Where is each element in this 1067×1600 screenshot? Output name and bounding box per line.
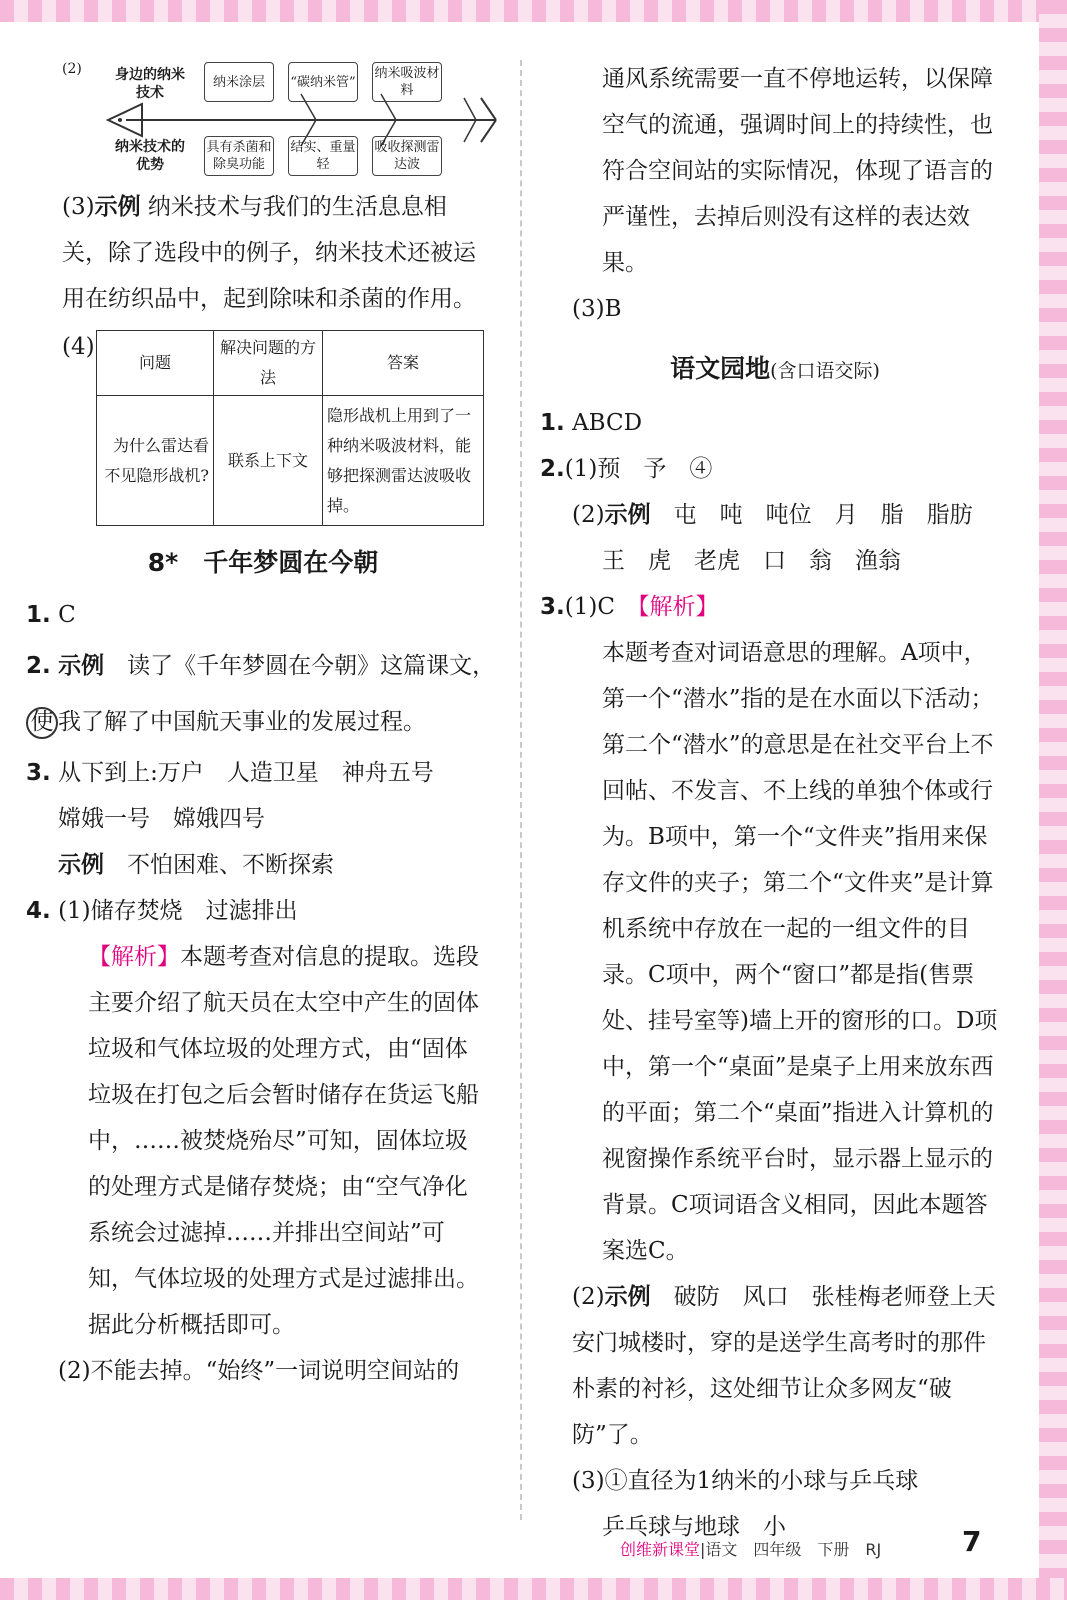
section-subtitle: (含口语交际) [770, 360, 880, 382]
decorative-border-right [1039, 0, 1067, 1600]
section-title [540, 346, 1010, 394]
circled-word: 使 [26, 707, 58, 739]
table-cell: 联系上下文 [214, 396, 323, 526]
q4-number: (4) [62, 334, 95, 360]
item-number: 1. [540, 410, 565, 436]
page-number: 7 [962, 1525, 982, 1558]
answer-4-2: (2)不能去掉。“始终”一词说明空间站的 [58, 1358, 460, 1384]
answer-q4-table [26, 330, 500, 526]
right-column [540, 56, 1010, 1550]
answer-text: 从下到上:万户 人造卫星 神舟五号 [58, 760, 434, 786]
answer-text: 屯 吨 吨位 月 脂 脂肪 [673, 502, 973, 528]
item-number: 3. [26, 760, 51, 786]
answer-3 [26, 750, 500, 796]
answer-text: 我了解了中国航天事业的发展过程。 [58, 709, 426, 735]
fishbone-top-label: 身边的纳米技术 [115, 67, 185, 101]
answer-text: (1)储存焚烧 过滤排出 [58, 898, 298, 924]
footer-info: |语文 四年级 下册 RJ [700, 1540, 882, 1559]
decorative-border-top [0, 0, 1067, 22]
q3-text: 纳米技术与我们的生活息息相关，除了选段中的例子，纳米技术还被运用在纺织品中，起到除味和杀菌的作用。 [62, 194, 476, 312]
item-number: 3. [540, 594, 565, 620]
fishbone-bottom-box: 吸收探测雷达波 [372, 136, 442, 176]
answer-text: 不怕困难、不断探索 [127, 852, 334, 878]
section-title-text: 语文园地 [670, 354, 771, 383]
decorative-border-bottom [0, 1578, 1067, 1600]
example-tag: 示例 [604, 502, 651, 528]
answer-text: 乒乓球与地球 小 [602, 1514, 786, 1540]
page-footer [620, 1537, 881, 1560]
answer-3-example [26, 842, 500, 888]
answer-b1 [540, 400, 1010, 446]
analysis-text: 本题考查对信息的提取。选段主要介绍了航天员在太空中产生的固体垃圾和气体垃圾的处理方式，由“固体垃圾在打包之后会暂时储存在货运飞船中，……被焚烧殆尽”可知，固体垃圾的处理方式是储存焚烧；由“空气净化系统会过滤掉……并排出空间站”可知，气体垃圾的处理方式是过滤排出。据此分析概括即可。 [88, 944, 479, 1338]
fishbone-diagram [26, 56, 500, 184]
q3-number: (3) [62, 194, 95, 220]
example-tag: 示例 [604, 1284, 651, 1310]
item-number: 2. [540, 456, 565, 482]
answer-text: 破防 风口 张桂梅老师登上天安门城楼时，穿的是送学生高考时的那件朴素的衬衫，这处细节让众多网友“破防”了。 [572, 1284, 996, 1448]
fishbone-bottom-box: 具有杀菌和除臭功能 [204, 136, 274, 176]
answer-text: (1)预 予 ④ [564, 456, 713, 482]
answer-text: 王 虎 老虎 口 翁 渔翁 [602, 548, 901, 574]
fishbone-bottom-label: 纳米技术的优势 [115, 139, 185, 173]
answer-b2-1 [540, 446, 1010, 492]
answer-b3-3: (3)①直径为1纳米的小球与乒乓球 [572, 1468, 919, 1494]
answer-text: ABCD [572, 410, 643, 436]
fishbone-bottom-box: 结实、重量轻 [288, 136, 358, 176]
q2-number: (2) [62, 61, 82, 77]
answer-text: 嫦娥一号 嫦娥四号 [58, 806, 265, 832]
example-tag: 示例 [58, 852, 104, 878]
item-number: 4. [26, 898, 51, 924]
answer-2 [26, 638, 500, 750]
answer-1 [26, 592, 500, 638]
sub-number: (2) [572, 1284, 605, 1310]
answer-text: (1)C [564, 594, 615, 620]
fishbone-top-box: 纳米涂层 [204, 62, 274, 102]
item-number: 1. [26, 602, 51, 628]
table-header: 解决问题的方法 [214, 331, 323, 396]
answer-b3-1 [540, 584, 1010, 630]
analysis-4 [26, 934, 500, 1348]
table-header: 问题 [97, 331, 214, 396]
analysis-tag: 【解析】 [88, 944, 180, 970]
example-tag: 示例 [58, 653, 105, 679]
answer-b3-2 [540, 1274, 1010, 1458]
table-cell: 隐形战机上用到了一种纳米吸波材料，能够把探测雷达波吸收掉。 [323, 396, 484, 526]
answer-4-1 [26, 888, 500, 934]
lesson-title: 8* 千年梦圆在今朝 [147, 548, 379, 577]
table-header: 答案 [323, 331, 484, 396]
example-tag: 示例 [94, 194, 141, 220]
item-number: 2. [26, 653, 51, 679]
qa-table [96, 330, 484, 526]
column-divider [520, 60, 522, 1520]
answer-b2-2 [540, 492, 1010, 538]
answer-q3 [26, 184, 500, 322]
table-cell: 为什么雷达看不见隐形战机? [97, 396, 214, 526]
fishbone-top-box: 纳米吸波材料 [372, 62, 442, 102]
answer-text: C [58, 602, 76, 628]
answer-4-3: (3)B [572, 296, 622, 322]
answer-4-2-continued: 通风系统需要一直不停地运转，以保障空气的流通，强调时间上的持续性，也符合空间站的实际情况，体现了语言的严谨性，去掉后则没有这样的表达效果。 [602, 66, 993, 276]
sub-number: (2) [572, 502, 605, 528]
analysis-tag: 【解析】 [637, 594, 719, 620]
answer-text: 读了《千年梦圆在今朝》这篇课文， [127, 653, 496, 679]
left-column [26, 56, 500, 1394]
fishbone-top-box: “碳纳米管” [288, 62, 358, 102]
footer-brand: 创维新课堂 [620, 1540, 701, 1559]
analysis-text: 本题考查对词语意思的理解。A项中，第一个“潜水”指的是在水面以下活动；第二个“潜水”的意思是在社交平台上不回帖、不发言、不上线的单独个体或行为。B项中，第一个“文件夹”指用来保存文件的夹子；第二个“文件夹”是计算机系统中存放在一起的一组文件的目录。C项中，两个“窗口”都是指(售票处、挂号室等)墙上开的窗形的口。D项中，第一个“桌面”是桌子上用来放东西的平面；第二个“桌面”指进入计算机的视窗操作系统平台时，显示器上显示的背景。C项词语含义相同，因此本题答案选C。 [602, 640, 998, 1264]
